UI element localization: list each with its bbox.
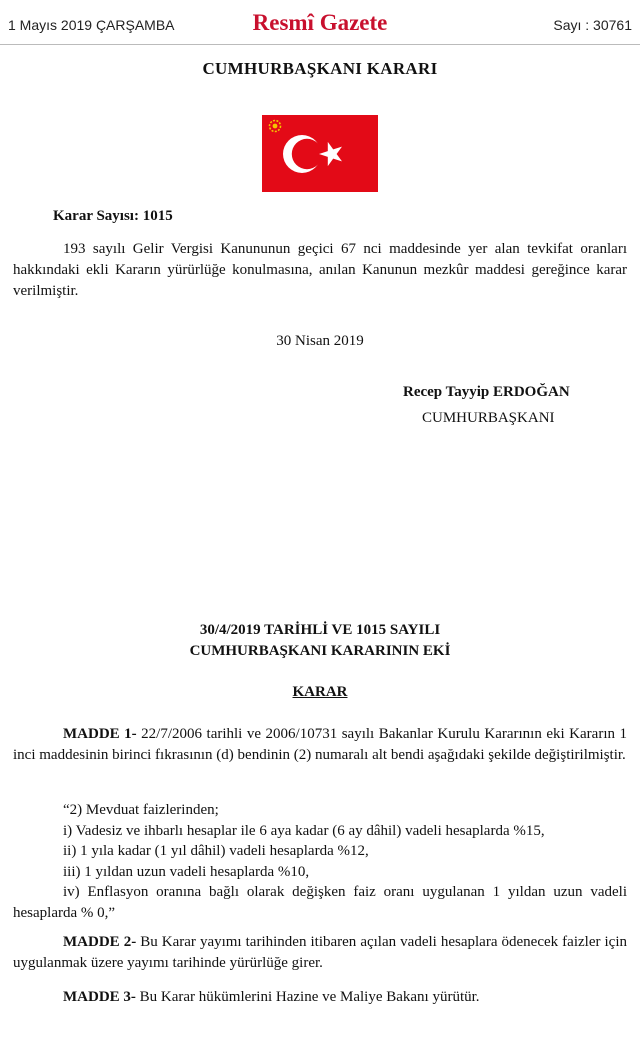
madde-3-label: MADDE 3-: [63, 989, 136, 1005]
quote-intro: “2) Mevduat faizlerinden;: [63, 802, 219, 818]
madde-1: [13, 724, 627, 766]
item-iii: iii) 1 yıldan uzun vadeli hesaplarda %10,: [63, 863, 310, 880]
signatory-name: Recep Tayyip ERDOĞAN: [403, 384, 570, 400]
item-ii: ii) 1 yıla kadar (1 yıl dâhil) vadeli hesaplarda %12,: [63, 843, 369, 859]
madde-1-text: 22/7/2006 tarihli ve 2006/10731 sayılı Bakanlar Kurulu Kararının eki Kararın 1 inci maddesinin birinci fıkrasının (d) bendinin (2) numaralı alt bendi aşağıdaki şekilde değiştirilmiştir.: [13, 726, 627, 763]
madde-3-text: Bu Karar hükümlerini Hazine ve Maliye Bakanı yürütür.: [135, 989, 480, 1005]
madde-3: [13, 987, 627, 1008]
decree-body: 193 sayılı Gelir Vergisi Kanununun geçici 67 nci maddesinde yer alan tevkifat oranları hakkındaki ekli Kararın yürürlüğe konulmasına, anılan Kanunun mezkûr maddesi gereğince karar verilmiştir.: [13, 241, 627, 299]
item-iv: iv) Enflasyon oranına bağlı olarak değişken faiz oranı uygulanan 1 yıldan uzun vadeli hesaplarda % 0,”: [13, 884, 627, 921]
madde-2-label: MADDE 2-: [63, 934, 137, 950]
masthead: [0, 0, 640, 45]
item-i: i) Vadesiz ve ihbarlı hesaplar ile 6 aya kadar (6 ay dâhil) vadeli hesaplarda %15,: [63, 822, 545, 839]
amended-text: [13, 800, 627, 923]
madde-2-text: Bu Karar yayımı tarihinden itibaren açılan vadeli hesaplara ödenecek faizler için uygulanmak üzere yayımı tarihinde yürürlüğe girer.: [13, 934, 628, 971]
karar-heading: KARAR: [292, 684, 348, 700]
decree-title: CUMHURBAŞKANI KARARI: [202, 59, 438, 78]
signatory-title: CUMHURBAŞKANI: [422, 410, 555, 426]
issue-number: Sayı : 30761: [553, 17, 632, 33]
decree-date: 30 Nisan 2019: [276, 333, 364, 349]
madde-1-label: MADDE 1-: [63, 726, 137, 742]
masthead-date: 1 Mayıs 2019 ÇARŞAMBA: [8, 17, 175, 33]
annex-title: [0, 620, 640, 662]
turkish-flag-icon: [262, 115, 378, 192]
annex-title-line2: CUMHURBAŞKANI KARARININ EKİ: [189, 643, 451, 659]
madde-2: [13, 932, 627, 974]
gazette-name: Resmî Gazete: [252, 10, 388, 35]
annex-title-line1: 30/4/2019 TARİHLİ VE 1015 SAYILI: [199, 622, 441, 638]
decree-number: Karar Sayısı: 1015: [53, 208, 173, 224]
